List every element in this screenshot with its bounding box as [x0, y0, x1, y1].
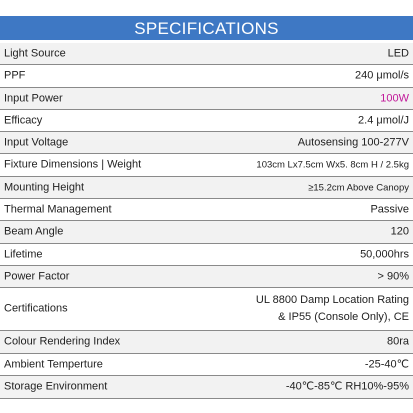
- table-row: [0, 132, 413, 154]
- table-row: [0, 331, 413, 354]
- row-label: PPF: [4, 69, 26, 82]
- table-row: [0, 154, 413, 177]
- row-value: -40℃-85℃ RH10%-95%: [285, 380, 409, 393]
- specifications-header: [0, 16, 413, 40]
- table-row: [0, 177, 413, 199]
- table-row: [0, 288, 413, 331]
- row-value: 240 μmol/s: [354, 69, 409, 82]
- row-value-line: & IP55 (Console Only), CE: [278, 311, 409, 323]
- table-row: [0, 65, 413, 88]
- table-row: [0, 88, 413, 110]
- row-value: > 90%: [377, 270, 409, 282]
- row-label: Lifetime: [4, 248, 43, 260]
- row-value: ≥15.2cm Above Canopy: [308, 182, 409, 193]
- row-label: Mounting Height: [4, 181, 85, 193]
- row-value: 103cm Lx7.5cm Wx5. 8cm H / 2.5kg: [256, 159, 409, 171]
- specifications-table: [0, 43, 413, 399]
- row-value: 120: [390, 225, 409, 238]
- row-value: -25-40℃: [364, 358, 409, 370]
- row-label: Fixture Dimensions | Weight: [4, 158, 142, 171]
- table-row: [0, 110, 413, 132]
- row-value: [256, 292, 409, 326]
- row-label: Efficacy: [4, 114, 43, 126]
- table-row: [0, 244, 413, 266]
- table-row: [0, 221, 413, 244]
- row-value: Passive: [370, 203, 409, 215]
- table-row: [0, 266, 413, 288]
- row-value: 50,000hrs: [360, 248, 409, 260]
- row-label: Colour Rendering Index: [4, 335, 121, 348]
- row-value: 80ra: [386, 335, 409, 348]
- row-value: LED: [387, 47, 409, 59]
- row-label: Input Voltage: [4, 136, 69, 148]
- row-label: Storage Environment: [4, 380, 108, 393]
- row-label: Input Power: [4, 92, 63, 104]
- row-label: Power Factor: [4, 270, 70, 282]
- table-row: [0, 354, 413, 376]
- row-label: Ambient Temperture: [4, 358, 103, 370]
- row-label: Light Source: [4, 47, 66, 59]
- row-value-line: UL 8800 Damp Location Rating: [255, 294, 409, 306]
- table-row: [0, 376, 413, 399]
- table-row: [0, 199, 413, 221]
- row-label: Beam Angle: [4, 225, 64, 238]
- table-row: [0, 43, 413, 65]
- row-value: Autosensing 100-277V: [297, 136, 409, 148]
- row-label: Certifications: [4, 302, 68, 315]
- row-label: Thermal Management: [4, 203, 112, 215]
- header-title: SPECIFICATIONS: [134, 19, 279, 38]
- row-value: 2.4 μmol/J: [358, 114, 409, 126]
- row-value: 100W: [380, 92, 409, 104]
